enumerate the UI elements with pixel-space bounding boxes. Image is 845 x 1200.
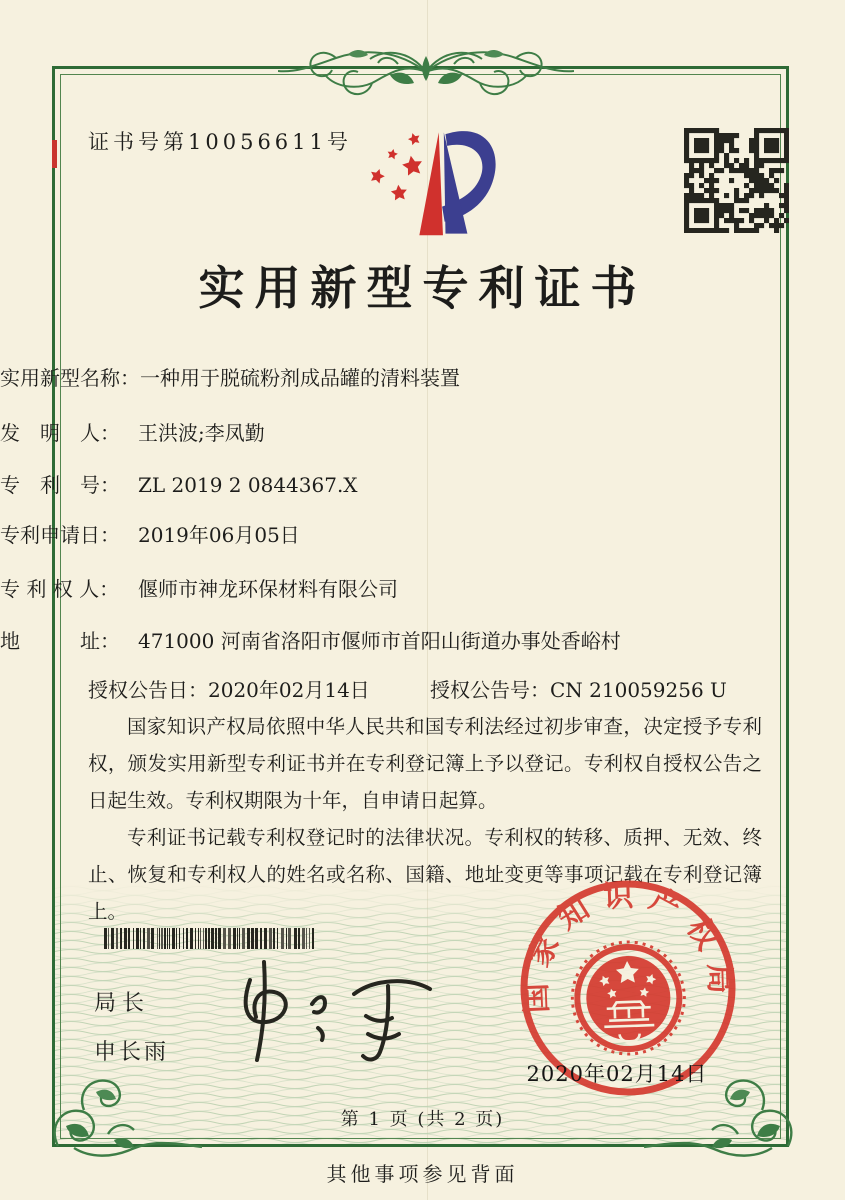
grant-row	[88, 674, 788, 703]
grant-date-label: 授权公告日：	[88, 678, 208, 702]
field-filing-date	[0, 519, 300, 548]
field-value: 471000 河南省洛阳市偃师市首阳山街道办事处香峪村	[138, 629, 621, 653]
certificate-number: 证书号第10056611号	[88, 130, 352, 154]
legal-paragraph-2: 专利证书记载专利权登记时的法律状况。专利权的转移、质押、无效、终止、恢复和专利权人的姓名或名称、国籍、地址变更等事项记载在专利登记簿上。	[88, 826, 762, 923]
field-value: 偃师市神龙环保材料有限公司	[138, 577, 398, 601]
field-patent-number	[0, 469, 358, 498]
certificate-title: 实用新型专利证书	[198, 261, 647, 315]
national-emblem-icon	[570, 940, 686, 1056]
field-address	[0, 625, 621, 654]
field-label: 发 明 人：	[0, 421, 120, 445]
legal-paragraph-1: 国家知识产权局依照中华人民共和国专利法经过初步审查，决定授予专利权，颁发实用新型专利证书并在专利登记簿上予以登记。专利权自授权公告之日起生效。专利权期限为十年，自申请日起算。	[88, 715, 762, 812]
qr-code	[684, 128, 789, 233]
grant-number-value: CN 210059256 U	[550, 678, 727, 702]
seal-date: 2020年02月14日	[526, 1062, 708, 1086]
field-value: 王洪波;李凤勤	[138, 421, 265, 445]
field-inventors	[0, 417, 265, 446]
field-label: 地 址：	[0, 629, 120, 653]
top-scroll-ornament-icon	[278, 42, 574, 102]
seal-text: 国家知识产权局	[518, 878, 738, 1014]
grant-number	[430, 674, 727, 703]
commissioner-title: 局长	[94, 991, 151, 1016]
commissioner-name: 申长雨	[94, 1040, 170, 1065]
back-side-note: 其他事项参见背面	[326, 1162, 519, 1186]
grant-number-label: 授权公告号：	[430, 678, 550, 702]
page-number: 第 1 页 (共 2 页)	[340, 1109, 505, 1130]
field-utility-model-name	[0, 362, 460, 391]
cnipa-logo-icon	[352, 124, 512, 242]
field-value: ZL 2019 2 0844367.X	[138, 473, 358, 497]
red-edge-mark	[52, 140, 57, 168]
field-patentee	[0, 573, 398, 602]
grant-date-value: 2020年02月14日	[208, 678, 370, 702]
signoff-block	[94, 986, 169, 1066]
field-label: 专利申请日：	[0, 523, 120, 547]
shen-changyu-signature	[214, 956, 446, 1068]
field-label: 实用新型名称：	[0, 366, 140, 390]
barcode	[104, 928, 318, 949]
field-label: 专 利 权 人：	[0, 577, 120, 601]
field-value: 2019年06月05日	[138, 523, 300, 547]
field-label: 专 利 号：	[0, 473, 120, 497]
field-value: 一种用于脱硫粉剂成品罐的清料装置	[140, 366, 460, 390]
